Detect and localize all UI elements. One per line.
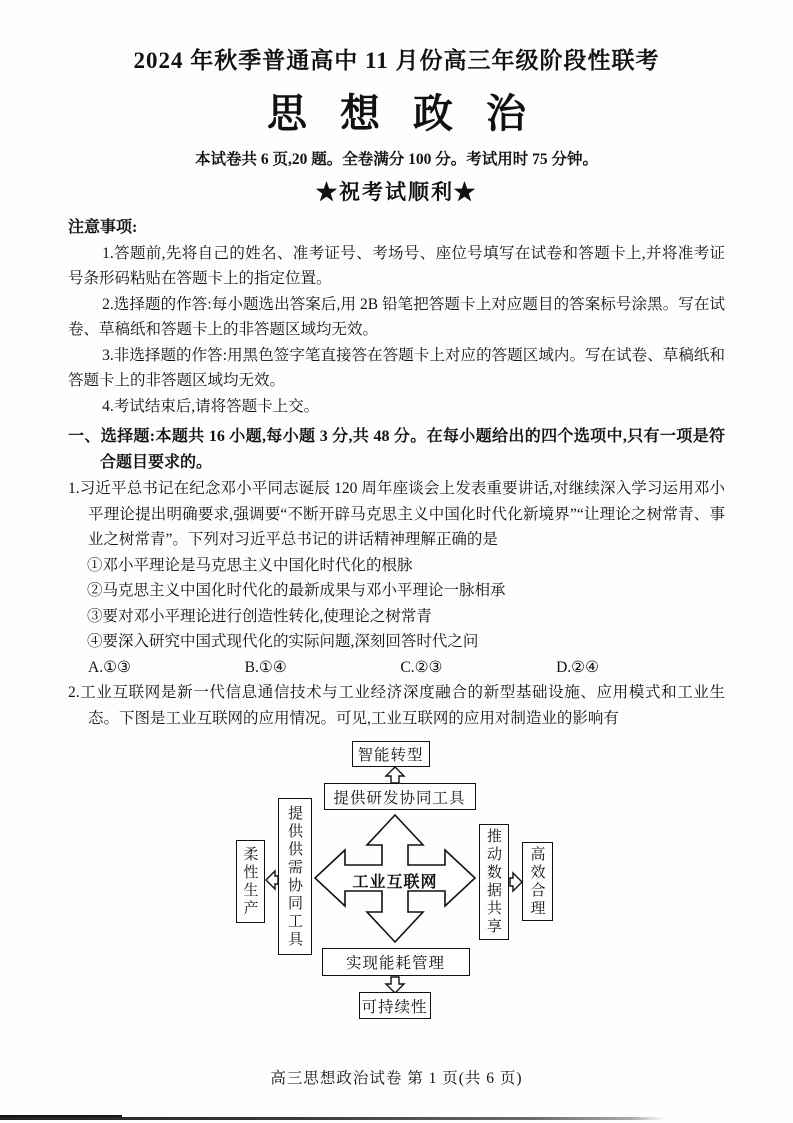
diagram-box-data-sharing: 推动数据共享 <box>479 824 509 940</box>
option-b: B.①④ <box>244 658 287 676</box>
question-1-statement-3: ③要对邓小平理论进行创造性转化,使理论之树常青 <box>87 607 432 625</box>
question-1-statement-4: ④要深入研究中国式现代化的实际问题,深刻回答时代之问 <box>87 633 479 650</box>
notices-section <box>68 215 725 419</box>
scan-artifact-thin <box>0 1117 665 1120</box>
question-2-stem: 2.工业互联网是新一代信息通信技术与工业经济深度融合的新型基础设施、应用模式和工业生态。下图是工业互联网的应用情况。可见,工业互联网的应用对制造业的影响有 <box>68 684 725 727</box>
exam-wish-line: ★祝考试顺利★ <box>316 180 477 204</box>
question-1-options <box>88 655 599 681</box>
diagram-box-rd-collaboration-tools: 提供研发协同工具 <box>324 783 476 810</box>
diagram-box-energy-management: 实现能耗管理 <box>322 948 470 976</box>
question-1 <box>68 476 725 680</box>
up-arrow-icon <box>386 767 404 783</box>
right-arrow-icon <box>510 873 522 891</box>
diagram-box-flexible-production: 柔性生产 <box>236 840 265 923</box>
diagram-center-label: 工业互联网 <box>352 874 438 891</box>
option-a: A.①③ <box>88 658 131 676</box>
notice-item-4: 4.考试结束后,请将答题卡上交。 <box>102 397 320 415</box>
question-1-stem: 1.习近平总书记在纪念邓小平同志诞辰 120 周年座谈会上发表重要讲话,对继续深入学习运用邓小平理论提出明确要求,强调要“不断开辟马克思主义中国化时代化新境界”“让理论之树常青、事业之树常青”。下列对习近平总书记的讲话精神理解正确的是 <box>68 480 725 548</box>
exam-session-title: 2024 年秋季普通高中 11 月份高三年级阶段性联考 <box>133 48 660 73</box>
left-arrow-icon <box>266 871 278 889</box>
notice-item-2: 2.选择题的作答:每小题选出答案后,用 2B 铅笔把答题卡上对应题目的答案标号涂黑。写在试卷、草稿纸和答题卡上的非答题区域均无效。 <box>68 295 725 338</box>
option-d: D.②④ <box>556 658 599 676</box>
notice-item-1: 1.答题前,先将自己的姓名、准考证号、考场号、座位号填写在试卷和答题卡上,并将准考证号条形码粘贴在答题卡上的指定位置。 <box>68 244 725 287</box>
diagram-box-smart-transformation: 智能转型 <box>352 741 430 767</box>
notice-item-3: 3.非选择题的作答:用黑色签字笔直接答在答题卡上对应的答题区域内。写在试卷、草稿纸和答题卡上的非答题区域均无效。 <box>68 346 725 389</box>
paper-info-line: 本试卷共 6 页,20 题。全卷满分 100 分。考试用时 75 分钟。 <box>194 151 598 168</box>
question-1-statement-1: ①邓小平理论是马克思主义中国化时代化的根脉 <box>87 556 413 574</box>
down-arrow-icon <box>386 977 404 993</box>
option-c: C.②③ <box>400 658 443 676</box>
question-2 <box>68 680 725 731</box>
page-footer: 高三思想政治试卷 第 1 页(共 6 页) <box>270 1070 523 1087</box>
diagram-box-efficient-rational: 高效合理 <box>522 842 553 921</box>
industrial-internet-diagram <box>232 737 562 1035</box>
notices-title: 注意事项: <box>68 219 138 236</box>
diagram-box-supply-demand-tools: 提供供需协同工具 <box>278 798 312 955</box>
question-1-statement-2: ②马克思主义中国化时代化的最新成果与邓小平理论一脉相承 <box>87 582 506 599</box>
section-one-heading: 一、选择题:本题共 16 小题,每小题 3 分,共 48 分。在每小题给出的四个选项中,只有一项是符合题目要求的。 <box>68 428 725 471</box>
page-content <box>0 42 793 1035</box>
subject-title: 思想政治 <box>267 91 559 136</box>
diagram-box-sustainability: 可持续性 <box>359 992 431 1019</box>
